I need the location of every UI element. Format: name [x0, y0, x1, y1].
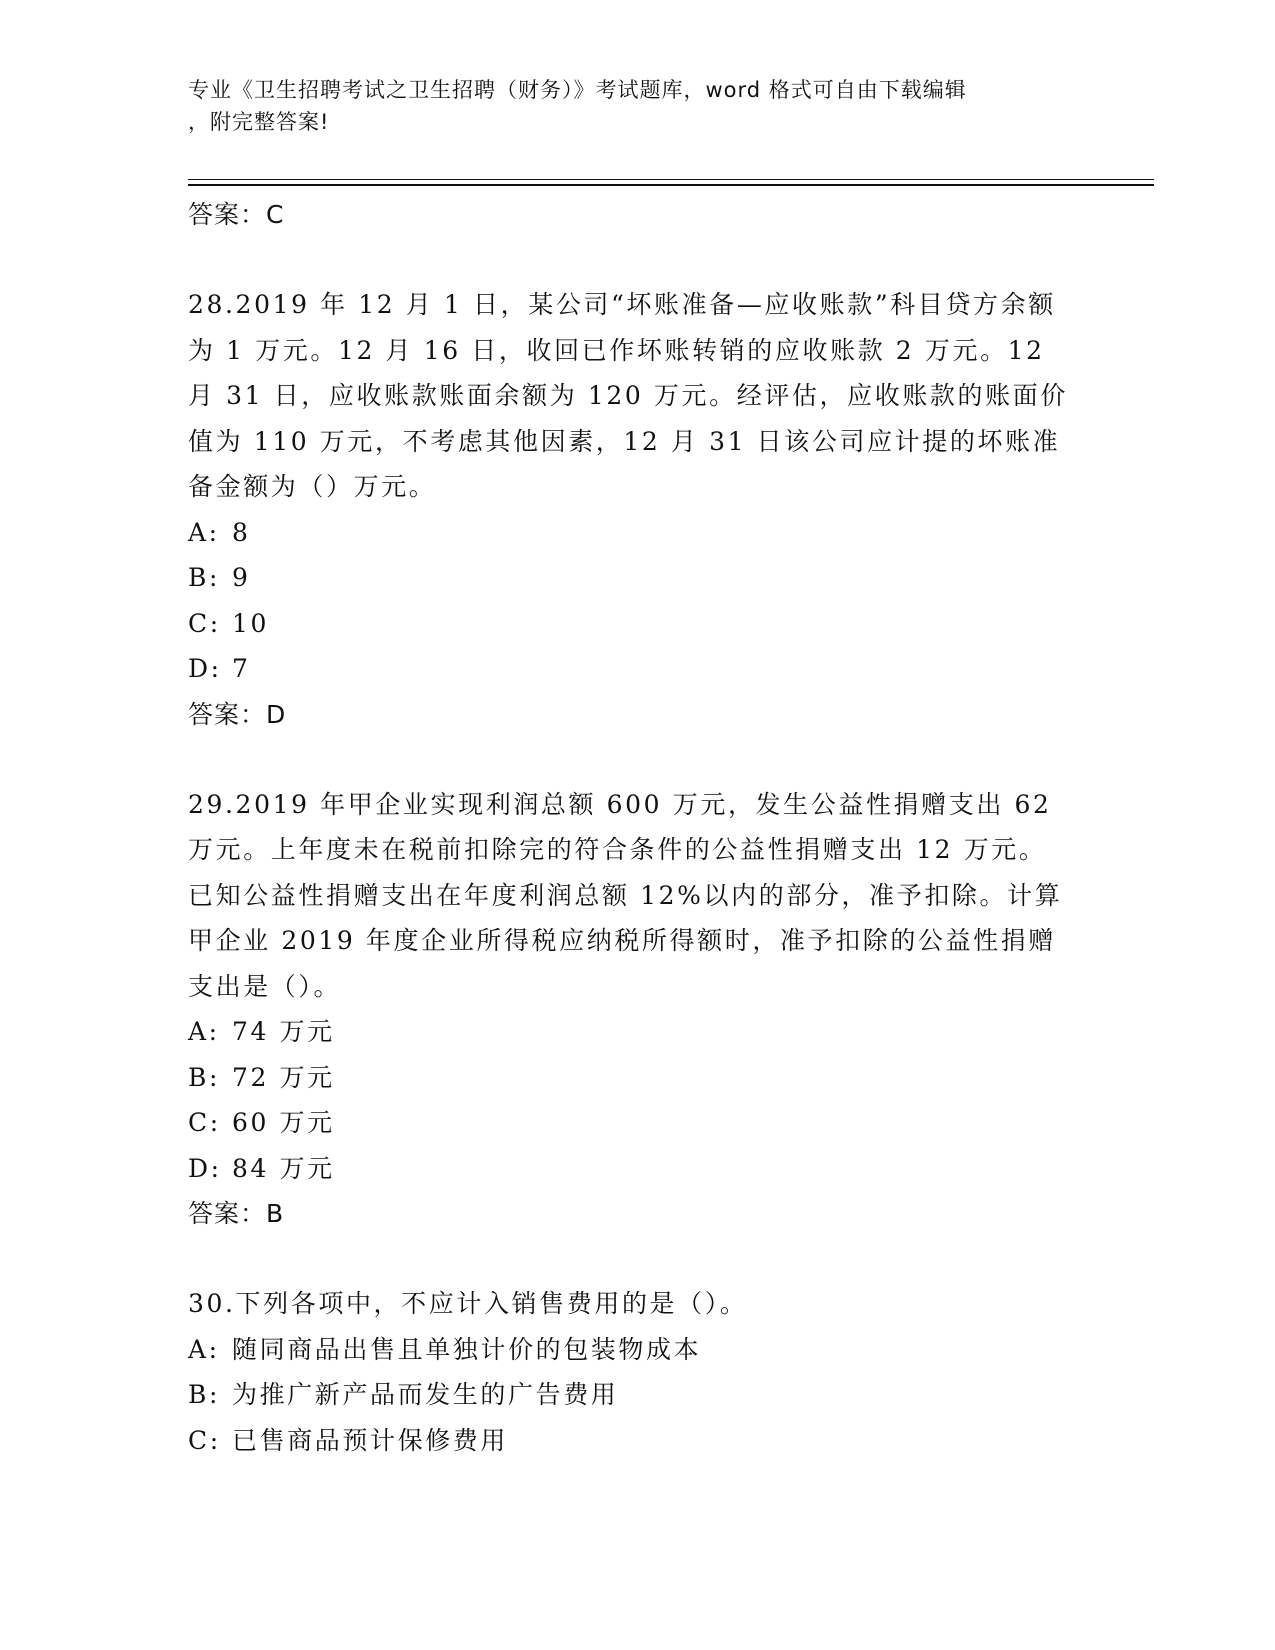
option-text: 随同商品出售且单独计价的包装物成本 — [232, 1334, 702, 1364]
option-item — [188, 646, 1088, 692]
option-text: 10 — [232, 608, 270, 638]
option-item — [188, 601, 1088, 647]
option-letter: C: — [188, 1425, 221, 1455]
option-letter: D: — [188, 654, 222, 683]
option-item — [188, 1418, 1088, 1464]
option-text: 74 万元 — [232, 1017, 335, 1046]
header-line-2: ，附完整答案! — [188, 110, 330, 134]
option-letter: B: — [188, 563, 220, 592]
header-line-1: 专业《卫生招聘考试之卫生招聘（财务）》考试题库，word 格式可自由下载编辑 — [188, 78, 967, 102]
option-text: 7 — [232, 654, 251, 683]
option-letter: D: — [188, 1153, 222, 1183]
option-text: 为推广新产品而发生的广告费用 — [232, 1380, 619, 1409]
option-letter: C: — [188, 1108, 221, 1137]
option-text: 8 — [232, 517, 251, 547]
header-rule-thick — [188, 184, 1154, 186]
question-text: 30.下列各项中，不应计入销售费用的是（）。 — [188, 1289, 748, 1318]
question-list — [188, 190, 1088, 1463]
option-letter: B: — [188, 1062, 220, 1092]
option-item — [188, 1055, 1088, 1101]
option-item — [188, 1009, 1088, 1055]
option-item — [188, 510, 1088, 556]
answer-line: 答案：B — [188, 1199, 285, 1228]
option-item — [188, 1146, 1088, 1192]
option-item — [188, 555, 1088, 601]
option-text: 60 万元 — [232, 1108, 335, 1137]
option-text: 已售商品预计保修费用 — [232, 1425, 509, 1455]
option-letter: C: — [188, 608, 221, 638]
option-letter: A: — [188, 517, 220, 547]
option-item — [188, 1327, 1088, 1373]
option-text: 9 — [232, 563, 251, 592]
option-item — [188, 1372, 1088, 1418]
option-letter: A: — [188, 1334, 220, 1364]
option-letter: A: — [188, 1017, 220, 1046]
page-header — [188, 74, 1068, 138]
answer-line: 答案：D — [188, 699, 287, 729]
option-item — [188, 1100, 1088, 1146]
answer-line: 答案：C — [188, 200, 285, 229]
option-text: 72 万元 — [232, 1062, 335, 1092]
header-rule-thin — [188, 179, 1154, 180]
option-text: 84 万元 — [232, 1153, 335, 1183]
question-text: 28.2019 年 12 月 1 日，某公司“坏账准备—应收账款”科目贷方余额为 1 万元。12 月 16 日，收回已作坏账转销的应收账款 2 万元。12 月 31 日，应收账款账面余额为 120 万元。经评估，应收账款的账面价值为 110 万元，不考虑其他因素，12 月 31 日该公司应计提的坏账准备金额为（）万元。 — [188, 290, 1068, 501]
question-text: 29.2019 年甲企业实现利润总额 600 万元，发生公益性捐赠支出 62 万元。上年度未在税前扣除完的符合条件的公益性捐赠支出 12 万元。已知公益性捐赠支出在年度利润总额 12%以内的部分，准予扣除。计算甲企业 2019 年度企业所得税应纳税所得额时，准予扣除的公益性捐赠支出是（）。 — [188, 789, 1063, 1001]
option-letter: B: — [188, 1380, 220, 1409]
